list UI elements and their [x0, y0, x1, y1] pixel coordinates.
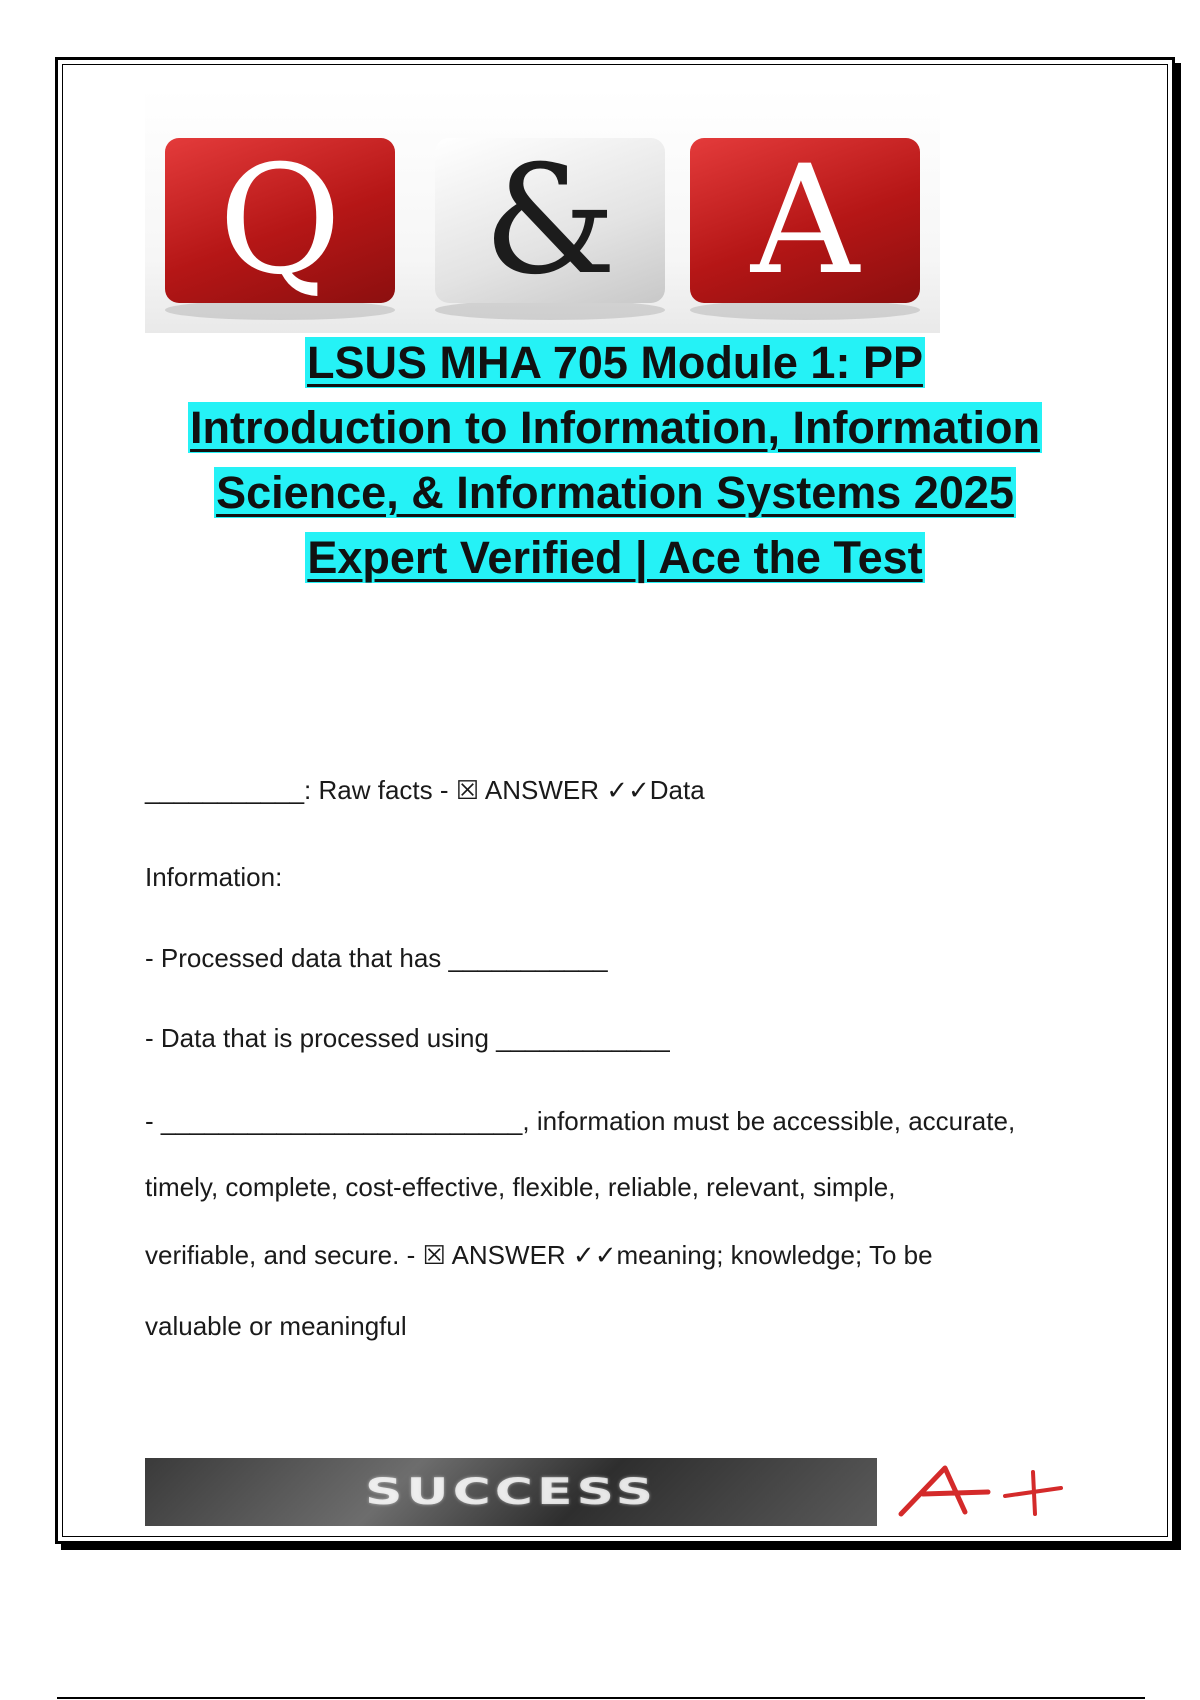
title-line: Expert Verified | Ace the Test: [307, 532, 923, 583]
cube-q: Q: [165, 138, 395, 303]
information-bullet: - Processed data that has ___________: [145, 943, 608, 973]
title-line: Introduction to Information, Information: [190, 402, 1040, 453]
information-heading: Information:: [145, 862, 283, 892]
information-bullet: - _________________________, information must be accessible, accurate,: [145, 1106, 1016, 1136]
cube-ampersand: &: [435, 138, 665, 303]
document-title: [145, 330, 1085, 590]
success-chalkboard-image: [145, 1458, 877, 1526]
information-text-line: timely, complete, cost-effective, flexible, reliable, relevant, simple,: [145, 1172, 896, 1202]
information-bullet: - Data that is processed using ____________: [145, 1023, 670, 1053]
bottom-divider: [57, 1697, 1145, 1699]
answer-line: verifiable, and secure. - ☒ ANSWER ✓✓meaning; knowledge; To be: [145, 1240, 933, 1270]
qa-cubes-image: [145, 88, 940, 333]
title-line: LSUS MHA 705 Module 1: PP: [307, 337, 923, 388]
cube-a: A: [690, 138, 920, 303]
success-word: SUCCESS: [364, 1471, 658, 1513]
a-plus-grade-icon: [893, 1462, 1073, 1522]
answer-line: valuable or meaningful: [145, 1311, 407, 1341]
title-line: Science, & Information Systems 2025: [216, 467, 1014, 518]
question-raw-facts: ___________: Raw facts - ☒ ANSWER ✓✓Data: [145, 775, 705, 805]
